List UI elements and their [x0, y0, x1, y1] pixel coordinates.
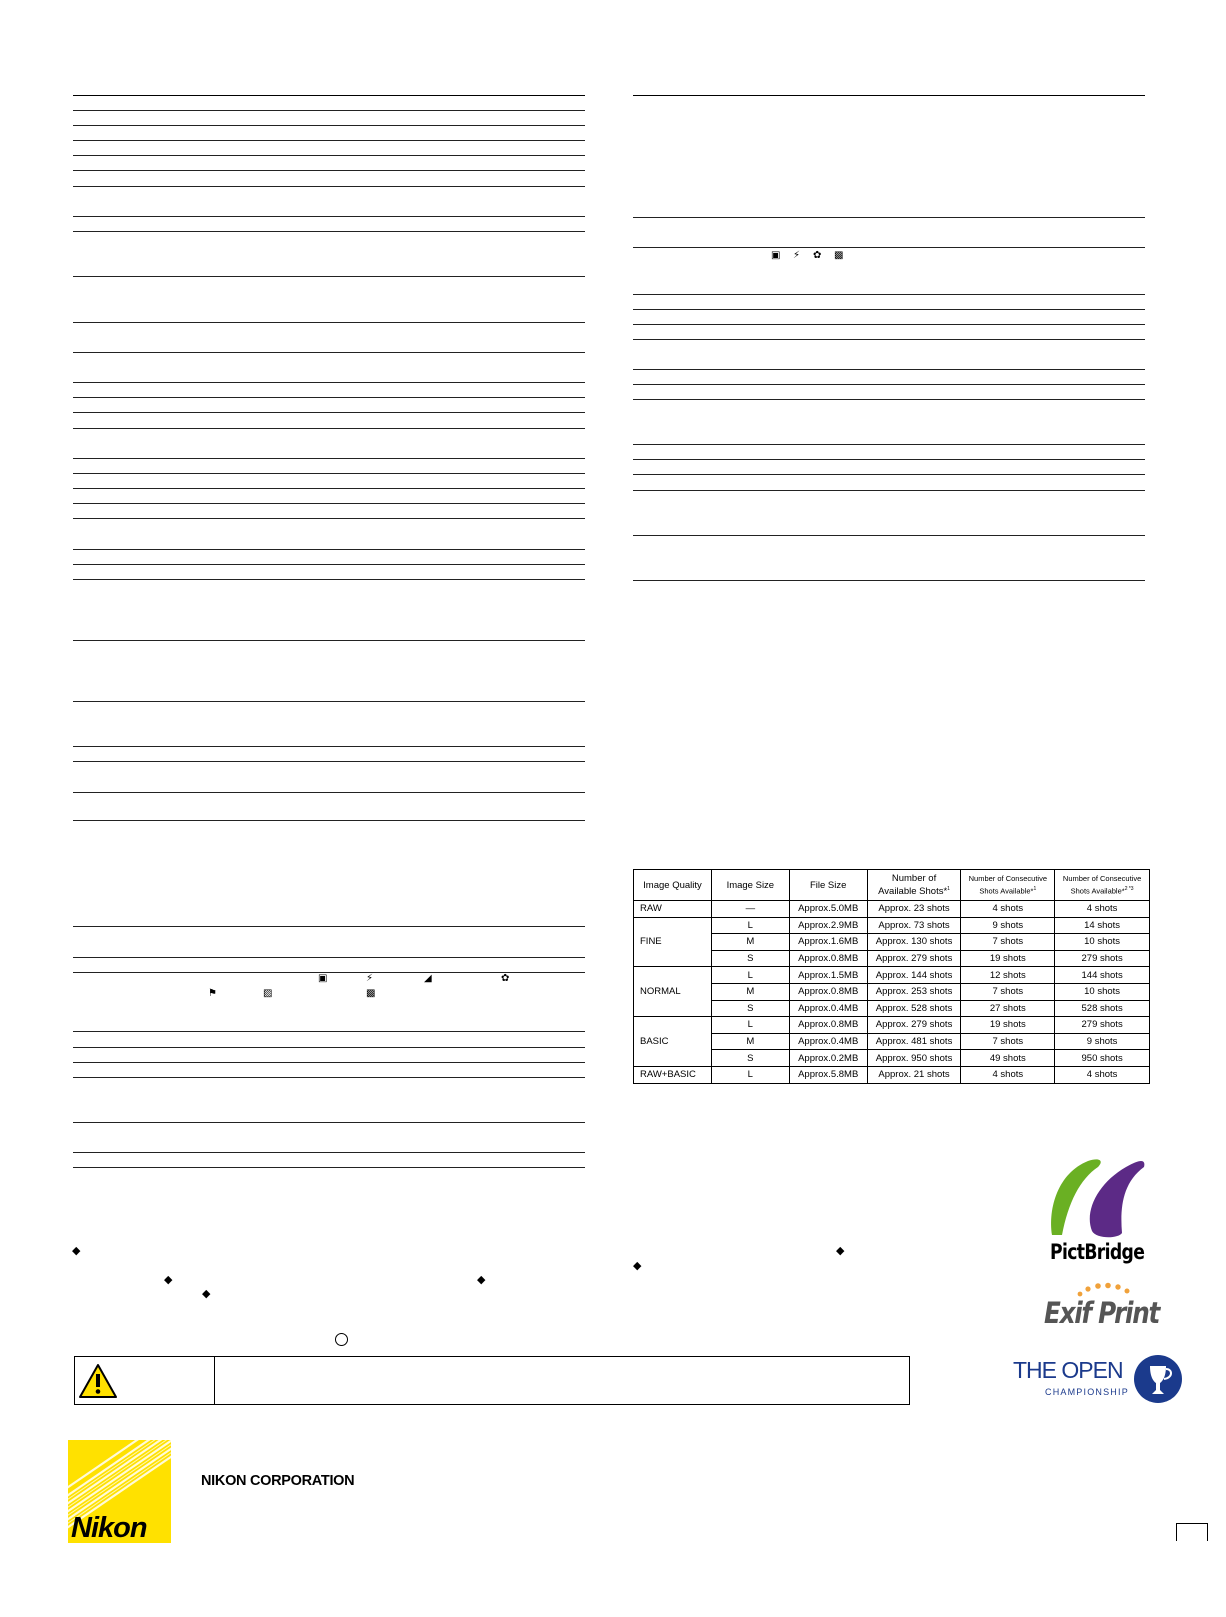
table-row	[634, 1000, 1150, 1017]
file-size-cell: Approx.0.4MB	[789, 1000, 867, 1017]
rule	[633, 399, 1145, 400]
header-image-quality: Image Quality	[634, 870, 712, 901]
consecutive-2-cell: 10 shots	[1055, 934, 1150, 951]
rule	[73, 186, 585, 187]
consecutive-cell: 7 shots	[961, 1033, 1055, 1050]
rule	[73, 140, 585, 141]
rule	[633, 444, 1145, 445]
rule	[73, 125, 585, 126]
rule	[73, 957, 585, 958]
diamond-bullet-icon: ◆	[72, 1244, 81, 1257]
rule	[73, 640, 585, 641]
consecutive-cell: 4 shots	[961, 901, 1055, 918]
rule	[73, 746, 585, 747]
rule	[633, 580, 1145, 581]
consecutive-cell: 12 shots	[961, 967, 1055, 984]
table-row	[634, 967, 1150, 984]
consecutive-cell: 49 shots	[961, 1050, 1055, 1067]
nikon-logo-graphic	[68, 1440, 171, 1543]
rule	[73, 1077, 585, 1078]
rule	[73, 1152, 585, 1153]
file-size-cell: Approx.0.4MB	[789, 1033, 867, 1050]
rule	[73, 473, 585, 474]
rule	[633, 309, 1145, 310]
file-size-cell: Approx.0.2MB	[789, 1050, 867, 1067]
size-cell: S	[711, 1000, 789, 1017]
diamond-bullet-icon: ◆	[836, 1244, 845, 1257]
pictbridge-text: PictBridge	[1050, 1240, 1145, 1264]
diamond-bullet-icon: ◆	[202, 1287, 211, 1300]
diamond-bullet-icon: ◆	[164, 1273, 173, 1286]
consecutive-cell: 4 shots	[961, 1066, 1055, 1083]
landscape-mode-icon: ◢	[424, 973, 432, 984]
shots-cell: Approx. 481 shots	[867, 1033, 961, 1050]
header-file-size: File Size	[789, 870, 867, 901]
macro-mode-icon: ✿	[501, 973, 510, 984]
shots-cell: Approx. 528 shots	[867, 1000, 961, 1017]
header-consecutive-shots: Number of Consecutive Shots Available*$^1$	[961, 870, 1055, 901]
size-cell: M	[711, 934, 789, 951]
rule	[73, 428, 585, 429]
header-available-shots: Number of Available Shots*$^1$	[867, 870, 961, 901]
rule	[73, 352, 585, 353]
size-cell: S	[711, 950, 789, 967]
rule	[73, 701, 585, 702]
shots-cell: Approx. 130 shots	[867, 934, 961, 951]
rule	[73, 926, 585, 927]
consecutive-2-cell: 10 shots	[1055, 983, 1150, 1000]
consecutive-2-cell: 528 shots	[1055, 1000, 1150, 1017]
file-size-cell: Approx.5.8MB	[789, 1066, 867, 1083]
exif-print-logo	[1044, 1282, 1164, 1332]
auto-mode-icon: ▣	[771, 250, 781, 261]
rule	[73, 820, 585, 821]
rule	[73, 155, 585, 156]
rule	[633, 459, 1145, 460]
warning-icon-cell	[75, 1357, 215, 1404]
rule	[73, 216, 585, 217]
rule	[73, 488, 585, 489]
consecutive-2-cell: 9 shots	[1055, 1033, 1150, 1050]
warning-triangle-icon	[78, 1363, 118, 1399]
size-cell: L	[711, 1066, 789, 1083]
pictbridge-mark-icon	[1048, 1153, 1148, 1239]
rule	[73, 549, 585, 550]
file-size-cell: Approx.1.6MB	[789, 934, 867, 951]
rule	[73, 382, 585, 383]
size-cell: L	[711, 917, 789, 934]
nikon-logo	[68, 1440, 171, 1543]
table-row	[634, 901, 1150, 918]
nikon-logo-text: Nikon	[71, 1512, 147, 1543]
consecutive-2-cell: 144 shots	[1055, 967, 1150, 984]
header-image-size: Image Size	[711, 870, 789, 901]
size-cell: M	[711, 983, 789, 1000]
the-open-logo	[1013, 1354, 1183, 1406]
shots-cell: Approx. 279 shots	[867, 1017, 961, 1034]
file-size-cell: Approx.0.8MB	[789, 1017, 867, 1034]
rule	[633, 247, 1145, 248]
consecutive-cell: 7 shots	[961, 983, 1055, 1000]
rule	[73, 1062, 585, 1063]
auto-mode-icon: ▣	[318, 973, 328, 984]
rule	[73, 564, 585, 565]
sports-mode-icon: ⚡	[366, 973, 374, 984]
consecutive-2-cell: 4 shots	[1055, 901, 1150, 918]
company-name: NIKON CORPORATION	[201, 1473, 355, 1489]
rule	[73, 458, 585, 459]
claret-jug-icon	[1133, 1354, 1183, 1404]
file-size-cell: Approx.1.5MB	[789, 967, 867, 984]
consecutive-cell: 27 shots	[961, 1000, 1055, 1017]
rule	[73, 1031, 585, 1032]
rule	[73, 170, 585, 171]
table-row	[634, 1050, 1150, 1067]
table-header-row	[634, 870, 1150, 901]
quality-cell: RAW+BASIC	[634, 1066, 712, 1083]
table-row	[634, 1017, 1150, 1034]
rule	[73, 1167, 585, 1168]
size-cell: S	[711, 1050, 789, 1067]
exif-print-text: Exif Print	[1044, 1296, 1160, 1330]
warning-box	[74, 1356, 910, 1405]
file-size-cell: Approx.2.9MB	[789, 917, 867, 934]
night-portrait-icon: ▩	[834, 250, 844, 261]
consecutive-cell: 19 shots	[961, 950, 1055, 967]
table-row	[634, 1033, 1150, 1050]
quality-cell: NORMAL	[634, 967, 712, 1017]
shots-cell: Approx. 279 shots	[867, 950, 961, 967]
table-row	[634, 934, 1150, 951]
size-cell: L	[711, 1017, 789, 1034]
rule	[73, 761, 585, 762]
file-size-cell: Approx.5.0MB	[789, 901, 867, 918]
rule	[633, 369, 1145, 370]
rule	[633, 474, 1145, 475]
pictbridge-logo	[1048, 1153, 1160, 1264]
rule	[633, 294, 1145, 295]
size-cell: M	[711, 1033, 789, 1050]
consecutive-2-cell: 279 shots	[1055, 950, 1150, 967]
rule	[633, 535, 1145, 536]
rule	[73, 1122, 585, 1123]
shots-cell: Approx. 23 shots	[867, 901, 961, 918]
rule	[73, 1047, 585, 1048]
table-row	[634, 917, 1150, 934]
rule	[633, 339, 1145, 340]
file-size-cell: Approx.0.8MB	[789, 983, 867, 1000]
rule	[73, 579, 585, 580]
consecutive-2-cell: 4 shots	[1055, 1066, 1150, 1083]
consecutive-2-cell: 279 shots	[1055, 1017, 1150, 1034]
diamond-bullet-icon: ◆	[633, 1259, 642, 1272]
quality-cell: RAW	[634, 901, 712, 918]
size-cell: L	[711, 967, 789, 984]
circle-mark-icon	[335, 1333, 348, 1346]
the-open-subtitle: CHAMPIONSHIP	[1045, 1387, 1129, 1397]
running-figure-icon: ⚑	[208, 988, 217, 999]
rule	[633, 490, 1145, 491]
sports-mode-icon: ⚡	[793, 250, 801, 261]
header-consecutive-shots-2: Number of Consecutive Shots Available*$^{2 *3}$	[1055, 870, 1150, 901]
image-quality-table	[633, 869, 1150, 1084]
shots-cell: Approx. 253 shots	[867, 983, 961, 1000]
rule	[73, 95, 585, 96]
macro-mode-icon: ✿	[813, 250, 822, 261]
file-size-cell: Approx.0.8MB	[789, 950, 867, 967]
shots-cell: Approx. 73 shots	[867, 917, 961, 934]
rule	[633, 384, 1145, 385]
shots-cell: Approx. 950 shots	[867, 1050, 961, 1067]
rule	[73, 412, 585, 413]
night-portrait-icon: ▩	[366, 988, 376, 999]
rule	[73, 792, 585, 793]
rule	[73, 231, 585, 232]
rule	[73, 397, 585, 398]
rule	[73, 276, 585, 277]
rule	[633, 95, 1145, 96]
diamond-bullet-icon: ◆	[477, 1273, 486, 1286]
quality-cell: BASIC	[634, 1017, 712, 1067]
rule	[633, 217, 1145, 218]
the-open-title: THE OPEN	[1013, 1357, 1123, 1383]
consecutive-cell: 19 shots	[961, 1017, 1055, 1034]
consecutive-2-cell: 950 shots	[1055, 1050, 1150, 1067]
size-cell: —	[711, 901, 789, 918]
consecutive-cell: 9 shots	[961, 917, 1055, 934]
consecutive-2-cell: 14 shots	[1055, 917, 1150, 934]
table-row	[634, 983, 1150, 1000]
night-landscape-icon: ▨	[263, 988, 273, 999]
rule	[73, 110, 585, 111]
rule	[73, 518, 585, 519]
rule	[633, 324, 1145, 325]
consecutive-cell: 7 shots	[961, 934, 1055, 951]
quality-cell: FINE	[634, 917, 712, 967]
rule	[73, 503, 585, 504]
table-row	[634, 1066, 1150, 1083]
page-corner-box	[1176, 1523, 1208, 1541]
rule	[73, 322, 585, 323]
shots-cell: Approx. 21 shots	[867, 1066, 961, 1083]
shots-cell: Approx. 144 shots	[867, 967, 961, 984]
table-row	[634, 950, 1150, 967]
